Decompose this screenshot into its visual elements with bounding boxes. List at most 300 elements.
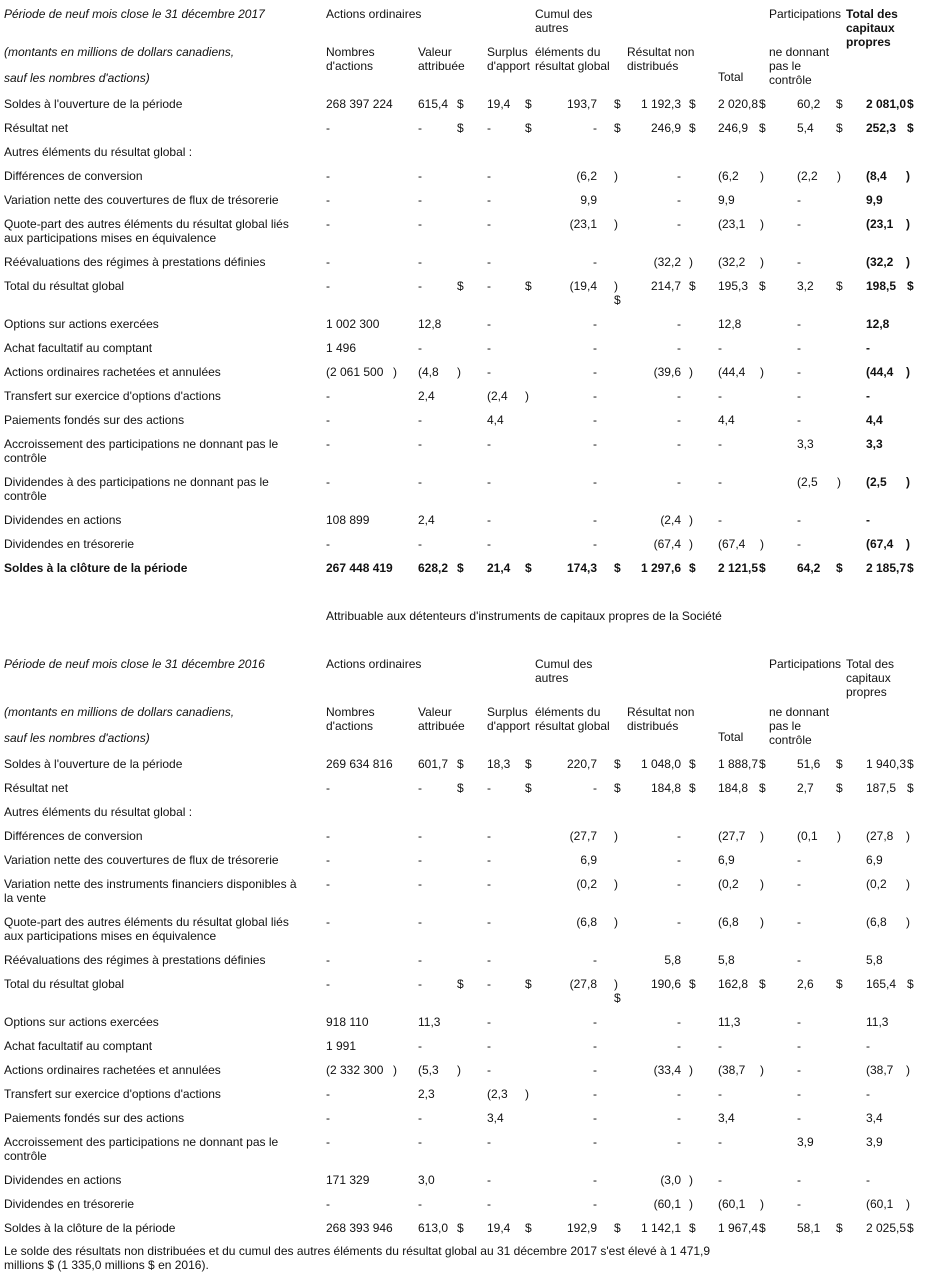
cell-tcp: 198,5: [866, 279, 897, 293]
row-label: Quote-part des autres éléments du résultat global liés aux participations mises en équivalence: [4, 915, 289, 943]
cell-value-paren: ): [457, 1063, 461, 1077]
cell-cumul-dollar: $: [614, 561, 621, 575]
cell-shares: -: [326, 853, 330, 867]
cell-value: -: [418, 217, 422, 231]
cell-surplus: -: [487, 1015, 491, 1029]
cell-tcp: 2 081,0: [866, 97, 907, 111]
cell-rnd: (3,0: [660, 1173, 681, 1187]
cell-part: -: [797, 1015, 801, 1029]
cell-cumul: -: [593, 317, 597, 331]
cell-value: 628,2: [418, 561, 449, 575]
cell-rnd: -: [677, 169, 681, 183]
row-label: Total du résultat global: [4, 977, 125, 991]
cell-surplus: -: [487, 1135, 491, 1149]
cell-tcp: 2 185,7: [866, 561, 907, 575]
cell-value: -: [418, 1197, 422, 1211]
cell-total: 195,3: [718, 279, 749, 293]
cell-value: 601,7: [418, 757, 449, 771]
cell-part: (2,5: [797, 475, 818, 489]
cell-total-dollar: $: [759, 561, 766, 575]
cell-shares: -: [326, 953, 330, 967]
cell-shares: 918 110: [326, 1015, 369, 1029]
cell-shares: -: [326, 1111, 330, 1125]
cell-rnd-paren: ): [689, 1063, 693, 1077]
row-label: Résultat net: [4, 121, 69, 135]
cell-value: 3,0: [418, 1173, 435, 1187]
cell-total-dollar: $: [759, 757, 766, 771]
cell-value: 12,8: [418, 317, 442, 331]
cell-surplus-dollar: $: [525, 97, 532, 111]
cell-value-dollar: $: [457, 561, 464, 575]
cell-tcp-paren: ): [906, 877, 910, 891]
cell-surplus: -: [487, 317, 491, 331]
cell-shares: -: [326, 877, 330, 891]
cell-total: (23,1: [718, 217, 746, 231]
cell-tcp: -: [866, 1087, 870, 1101]
cell-surplus: 21,4: [487, 561, 511, 575]
cell-tcp-dollar: $: [907, 279, 914, 293]
cell-total: 246,9: [718, 121, 749, 135]
row-label: Transfert sur exercice d'options d'actions: [4, 389, 221, 403]
row-label: Paiements fondés sur des actions: [4, 413, 185, 427]
cell-value: -: [418, 279, 422, 293]
cell-shares: (2 061 500: [326, 365, 384, 379]
cell-value-dollar: $: [457, 121, 464, 135]
row-label: Dividendes à des participations ne donnant pas le contrôle: [4, 475, 269, 503]
group-header-actions: Actions ordinaires: [326, 7, 422, 21]
cell-value: -: [418, 1039, 422, 1053]
cell-shares-paren: ): [393, 365, 397, 379]
cell-tcp: 9,9: [866, 193, 883, 207]
cell-rnd: (32,2: [653, 255, 681, 269]
cell-total: -: [718, 475, 722, 489]
cell-shares: 1 496: [326, 341, 357, 355]
cell-part-dollar: $: [836, 97, 843, 111]
cell-tcp: 3,3: [866, 437, 883, 451]
cell-part: -: [797, 1063, 801, 1077]
cell-part: 2,7: [797, 781, 814, 795]
cell-surplus: 18,3: [487, 757, 511, 771]
cell-shares: -: [326, 389, 330, 403]
cell-value: -: [418, 537, 422, 551]
cell-surplus-dollar: $: [525, 561, 532, 575]
cell-tcp: (44,4: [866, 365, 894, 379]
cell-total: 1 888,7: [718, 757, 759, 771]
cell-total: 2 020,8: [718, 97, 759, 111]
cell-tcp-dollar: $: [907, 97, 914, 111]
cell-rnd: 190,6: [650, 977, 681, 991]
cell-part: -: [797, 1173, 801, 1187]
cell-total: -: [718, 1135, 722, 1149]
cell-rnd: -: [677, 437, 681, 451]
cell-rnd: -: [677, 317, 681, 331]
cell-shares: -: [326, 217, 330, 231]
cell-shares: 1 002 300: [326, 317, 380, 331]
cell-part-paren: ): [837, 475, 841, 489]
cell-tcp-paren: ): [906, 1063, 910, 1077]
group-header-participations: Participations: [769, 7, 842, 21]
cell-total-dollar: $: [759, 121, 766, 135]
row-label: Variation nette des couvertures de flux de trésorerie: [4, 853, 279, 867]
cell-value: 615,4: [418, 97, 449, 111]
cell-value: -: [418, 853, 422, 867]
units-note-line2: sauf les nombres d'actions): [4, 71, 150, 85]
cell-value: -: [418, 877, 422, 891]
cell-surplus: -: [487, 279, 491, 293]
cell-cumul: -: [593, 1015, 597, 1029]
cell-shares: 268 393 946: [326, 1221, 393, 1235]
cell-surplus: -: [487, 537, 491, 551]
cell-part: -: [797, 537, 801, 551]
cell-tcp-dollar: $: [907, 561, 914, 575]
cell-part: 3,9: [797, 1135, 814, 1149]
cell-rnd-dollar: $: [689, 781, 696, 795]
cell-value: (5,3: [418, 1063, 439, 1077]
cell-surplus: 3,4: [487, 1111, 504, 1125]
cell-tcp: 165,4: [866, 977, 897, 991]
cell-part: 5,4: [797, 121, 814, 135]
cell-total: 9,9: [718, 193, 735, 207]
cell-part: -: [797, 255, 801, 269]
row-label: Autres éléments du résultat global :: [4, 145, 193, 159]
cell-shares: (2 332 300: [326, 1063, 384, 1077]
cell-total: 5,8: [718, 953, 735, 967]
cell-total-paren: ): [760, 169, 764, 183]
cell-total: -: [718, 513, 722, 527]
cell-total-paren: ): [760, 537, 764, 551]
cell-part: 3,3: [797, 437, 814, 451]
cell-rnd: -: [677, 193, 681, 207]
cell-part: -: [797, 193, 801, 207]
cell-cumul-dollar: $: [614, 757, 621, 771]
cell-cumul: -: [593, 1197, 597, 1211]
cell-cumul: -: [593, 389, 597, 403]
cell-cumul: (27,7: [569, 829, 597, 843]
cell-surplus: -: [487, 977, 491, 991]
row-label: Dividendes en trésorerie: [4, 1197, 135, 1211]
cell-surplus-dollar: $: [525, 121, 532, 135]
cell-total: 11,3: [718, 1015, 741, 1029]
cell-rnd: -: [677, 475, 681, 489]
cell-surplus: -: [487, 169, 491, 183]
cell-shares: -: [326, 537, 330, 551]
cell-shares: 268 397 224: [326, 97, 393, 111]
cell-shares-paren: ): [393, 1063, 397, 1077]
cell-tcp: 6,9: [866, 853, 883, 867]
cell-value: (4,8: [418, 365, 439, 379]
cell-tcp: (60,1: [866, 1197, 894, 1211]
cell-tcp-dollar: $: [907, 977, 914, 991]
cell-shares: 1 991: [326, 1039, 357, 1053]
cell-tcp: (27,8: [866, 829, 894, 843]
cell-part-dollar: $: [836, 1221, 843, 1235]
cell-part: 60,2: [797, 97, 821, 111]
column-header-total: Total: [718, 730, 744, 744]
cell-rnd-dollar: $: [689, 757, 696, 771]
cell-part: -: [797, 1087, 801, 1101]
cell-part: -: [797, 915, 801, 929]
row-label: Options sur actions exercées: [4, 1015, 159, 1029]
cell-cumul: (19,4: [569, 279, 597, 293]
cell-cumul: -: [593, 341, 597, 355]
cell-surplus: 4,4: [487, 413, 504, 427]
cell-value: -: [418, 977, 422, 991]
row-label: Dividendes en actions: [4, 1173, 122, 1187]
cell-surplus-paren: ): [525, 1087, 529, 1101]
cell-shares: -: [326, 475, 330, 489]
cell-rnd: (2,4: [660, 513, 681, 527]
cell-surplus: -: [487, 953, 491, 967]
cell-total: (27,7: [718, 829, 746, 843]
row-label: Options sur actions exercées: [4, 317, 159, 331]
cell-total: 6,9: [718, 853, 735, 867]
cell-part: (0,1: [797, 829, 818, 843]
cell-value: -: [418, 829, 422, 843]
row-label: Résultat net: [4, 781, 69, 795]
cell-shares: 108 899: [326, 513, 370, 527]
cell-cumul-paren: ): [614, 169, 618, 183]
row-label: Autres éléments du résultat global :: [4, 805, 193, 819]
cell-total: (38,7: [718, 1063, 746, 1077]
cell-cumul-paren: ): [614, 877, 618, 891]
cell-rnd-dollar: $: [689, 121, 696, 135]
row-label: Accroissement des participations ne donnant pas le contrôle: [4, 1135, 279, 1163]
period-title: Période de neuf mois close le 31 décembre 2017: [4, 7, 265, 21]
cell-rnd: -: [677, 829, 681, 843]
cell-tcp: (23,1: [866, 217, 894, 231]
cell-rnd: -: [677, 217, 681, 231]
cell-part: (2,2: [797, 169, 818, 183]
group-header-cumul: Cumul des autres: [535, 657, 593, 685]
row-label: Réévaluations des régimes à prestations définies: [4, 953, 266, 967]
cell-total: -: [718, 1087, 722, 1101]
cell-shares: -: [326, 255, 330, 269]
cell-total: -: [718, 1173, 722, 1187]
row-label: Réévaluations des régimes à prestations définies: [4, 255, 266, 269]
cell-rnd: (67,4: [653, 537, 681, 551]
cell-shares: -: [326, 915, 330, 929]
cell-cumul-dollar: $: [614, 97, 621, 111]
cell-total: (0,2: [718, 877, 739, 891]
row-label: Actions ordinaires rachetées et annulées: [4, 1063, 221, 1077]
row-label: Achat facultatif au comptant: [4, 1039, 153, 1053]
cell-total: 4,4: [718, 413, 735, 427]
cell-rnd: -: [677, 1015, 681, 1029]
cell-cumul: -: [593, 537, 597, 551]
cell-surplus-dollar: $: [525, 279, 532, 293]
cell-total-paren: ): [760, 217, 764, 231]
cell-total-dollar: $: [759, 781, 766, 795]
cell-rnd: -: [677, 389, 681, 403]
row-label: Soldes à la clôture de la période: [4, 1221, 176, 1235]
cell-rnd: 1 192,3: [640, 97, 681, 111]
cell-tcp-paren: ): [906, 169, 910, 183]
cell-rnd: 1 048,0: [640, 757, 681, 771]
cell-total: -: [718, 341, 722, 355]
cell-rnd-paren: ): [689, 1173, 693, 1187]
column-header-value: Valeur attribuée: [418, 45, 465, 73]
cell-tcp-paren: ): [906, 475, 910, 489]
cell-part-dollar: $: [836, 781, 843, 795]
cell-surplus: 19,4: [487, 1221, 511, 1235]
cell-cumul: -: [593, 1111, 597, 1125]
cell-surplus-dollar: $: [525, 757, 532, 771]
cell-value-dollar: $: [457, 1221, 464, 1235]
cell-rnd: -: [677, 413, 681, 427]
row-label: Soldes à la clôture de la période: [4, 561, 188, 575]
cell-surplus: -: [487, 1063, 491, 1077]
cell-rnd: -: [677, 1087, 681, 1101]
cell-part-paren: ): [837, 829, 841, 843]
cell-surplus: -: [487, 193, 491, 207]
cell-tcp: -: [866, 389, 870, 403]
cell-surplus: -: [487, 255, 491, 269]
cell-cumul: 193,7: [566, 97, 597, 111]
cell-rnd-paren: ): [689, 537, 693, 551]
cell-total-dollar: $: [759, 97, 766, 111]
cell-cumul-dollar-below: $: [614, 991, 621, 1005]
row-label: Dividendes en actions: [4, 513, 122, 527]
cell-surplus: -: [487, 1173, 491, 1187]
cell-value-dollar: $: [457, 977, 464, 991]
cell-total-paren: ): [760, 365, 764, 379]
row-label: Soldes à l'ouverture de la période: [4, 97, 183, 111]
cell-rnd: 1 142,1: [640, 1221, 681, 1235]
cell-surplus: -: [487, 513, 491, 527]
cell-shares: 171 329: [326, 1173, 370, 1187]
cell-tcp-paren: ): [906, 915, 910, 929]
cell-value: -: [418, 475, 422, 489]
cell-cumul: -: [593, 475, 597, 489]
column-header-total: Total: [718, 70, 744, 84]
cell-total-paren: ): [760, 1197, 764, 1211]
cell-surplus: -: [487, 877, 491, 891]
cell-tcp: 187,5: [866, 781, 897, 795]
cell-value: -: [418, 781, 422, 795]
cell-rnd-paren: ): [689, 1197, 693, 1211]
attribution-note: Attribuable aux détenteurs d'instruments de capitaux propres de la Société: [326, 609, 722, 623]
cell-surplus-dollar: $: [525, 1221, 532, 1235]
cell-value: 11,3: [418, 1015, 441, 1029]
cell-tcp-paren: ): [906, 537, 910, 551]
cell-tcp: -: [866, 1039, 870, 1053]
cell-surplus-paren: ): [525, 389, 529, 403]
cell-cumul: -: [593, 1135, 597, 1149]
cell-total: (6,2: [718, 169, 739, 183]
period-title: Période de neuf mois close le 31 décembre 2016: [4, 657, 265, 671]
cell-part: -: [797, 389, 801, 403]
group-header-participations: Participations: [769, 657, 842, 671]
cell-value: 2,3: [418, 1087, 435, 1101]
cell-total-dollar: $: [759, 279, 766, 293]
cell-shares: -: [326, 193, 330, 207]
cell-part: -: [797, 317, 801, 331]
cell-cumul: 192,9: [566, 1221, 597, 1235]
column-header-rnd: Résultat non distribués: [627, 45, 695, 73]
cell-total: (44,4: [718, 365, 746, 379]
column-header-value: Valeur attribuée: [418, 705, 465, 733]
row-label: Différences de conversion: [4, 829, 143, 843]
cell-part-dollar: $: [836, 977, 843, 991]
cell-part: -: [797, 413, 801, 427]
cell-tcp: 3,9: [866, 1135, 883, 1149]
row-label: Achat facultatif au comptant: [4, 341, 153, 355]
cell-cumul: -: [593, 413, 597, 427]
cell-cumul: -: [593, 255, 597, 269]
cell-value: -: [418, 915, 422, 929]
cell-shares: -: [326, 1135, 330, 1149]
cell-tcp: (2,5: [866, 475, 887, 489]
cell-shares: -: [326, 121, 330, 135]
cell-part: -: [797, 1039, 801, 1053]
footnote: Le solde des résultats non distribuées et du cumul des autres éléments du résultat global au 31 décembre 2017 s'est élevé à 1 471,9 millions $ (1 335,0 millions $ en 2016).: [4, 1244, 711, 1272]
group-header-total-capitaux: Total des capitaux propres: [846, 657, 895, 699]
group-header-total-capitaux: Total des capitaux propres: [846, 7, 898, 49]
cell-shares: 267 448 419: [326, 561, 393, 575]
group-header-actions: Actions ordinaires: [326, 657, 422, 671]
cell-tcp: 3,4: [866, 1111, 883, 1125]
cell-total-paren: ): [760, 1063, 764, 1077]
cell-tcp: 12,8: [866, 317, 890, 331]
cell-rnd: (33,4: [653, 1063, 681, 1077]
cell-shares: -: [326, 279, 330, 293]
cell-cumul-paren: ): [614, 977, 618, 991]
cell-rnd: (39,6: [653, 365, 681, 379]
cell-tcp-dollar: $: [907, 121, 914, 135]
cell-rnd-dollar: $: [689, 561, 696, 575]
cell-rnd: 246,9: [650, 121, 681, 135]
cell-tcp: 2 025,5: [866, 1221, 907, 1235]
cell-cumul: (0,2: [576, 877, 597, 891]
cell-rnd-dollar: $: [689, 279, 696, 293]
row-label: Transfert sur exercice d'options d'actions: [4, 1087, 221, 1101]
cell-cumul-dollar-below: $: [614, 293, 621, 307]
cell-total: -: [718, 437, 722, 451]
cell-cumul: 220,7: [566, 757, 597, 771]
cell-cumul: (6,8: [576, 915, 597, 929]
cell-total-dollar: $: [759, 1221, 766, 1235]
cell-value: -: [418, 1135, 422, 1149]
cell-shares: -: [326, 781, 330, 795]
cell-tcp: (67,4: [866, 537, 894, 551]
cell-cumul: -: [593, 1087, 597, 1101]
cell-surplus: -: [487, 475, 491, 489]
cell-surplus-dollar: $: [525, 977, 532, 991]
group-header-cumul: Cumul des autres: [535, 7, 593, 35]
cell-shares: -: [326, 413, 330, 427]
cell-rnd: -: [677, 341, 681, 355]
cell-rnd: -: [677, 1135, 681, 1149]
cell-rnd: -: [677, 853, 681, 867]
cell-cumul-dollar: $: [614, 121, 621, 135]
cell-tcp-dollar: $: [907, 757, 914, 771]
cell-rnd-paren: ): [689, 365, 693, 379]
row-label: Quote-part des autres éléments du résultat global liés aux participations mises en équivalence: [4, 217, 289, 245]
cell-shares: -: [326, 977, 330, 991]
cell-part-dollar: $: [836, 279, 843, 293]
cell-rnd: -: [677, 877, 681, 891]
cell-cumul-paren: ): [614, 279, 618, 293]
cell-total-paren: ): [760, 877, 764, 891]
cell-surplus: -: [487, 217, 491, 231]
cell-cumul-dollar: $: [614, 1221, 621, 1235]
cell-cumul: (6,2: [576, 169, 597, 183]
cell-part: -: [797, 877, 801, 891]
cell-tcp-paren: ): [906, 255, 910, 269]
cell-shares: -: [326, 169, 330, 183]
cell-value: -: [418, 413, 422, 427]
cell-total: 184,8: [718, 781, 749, 795]
